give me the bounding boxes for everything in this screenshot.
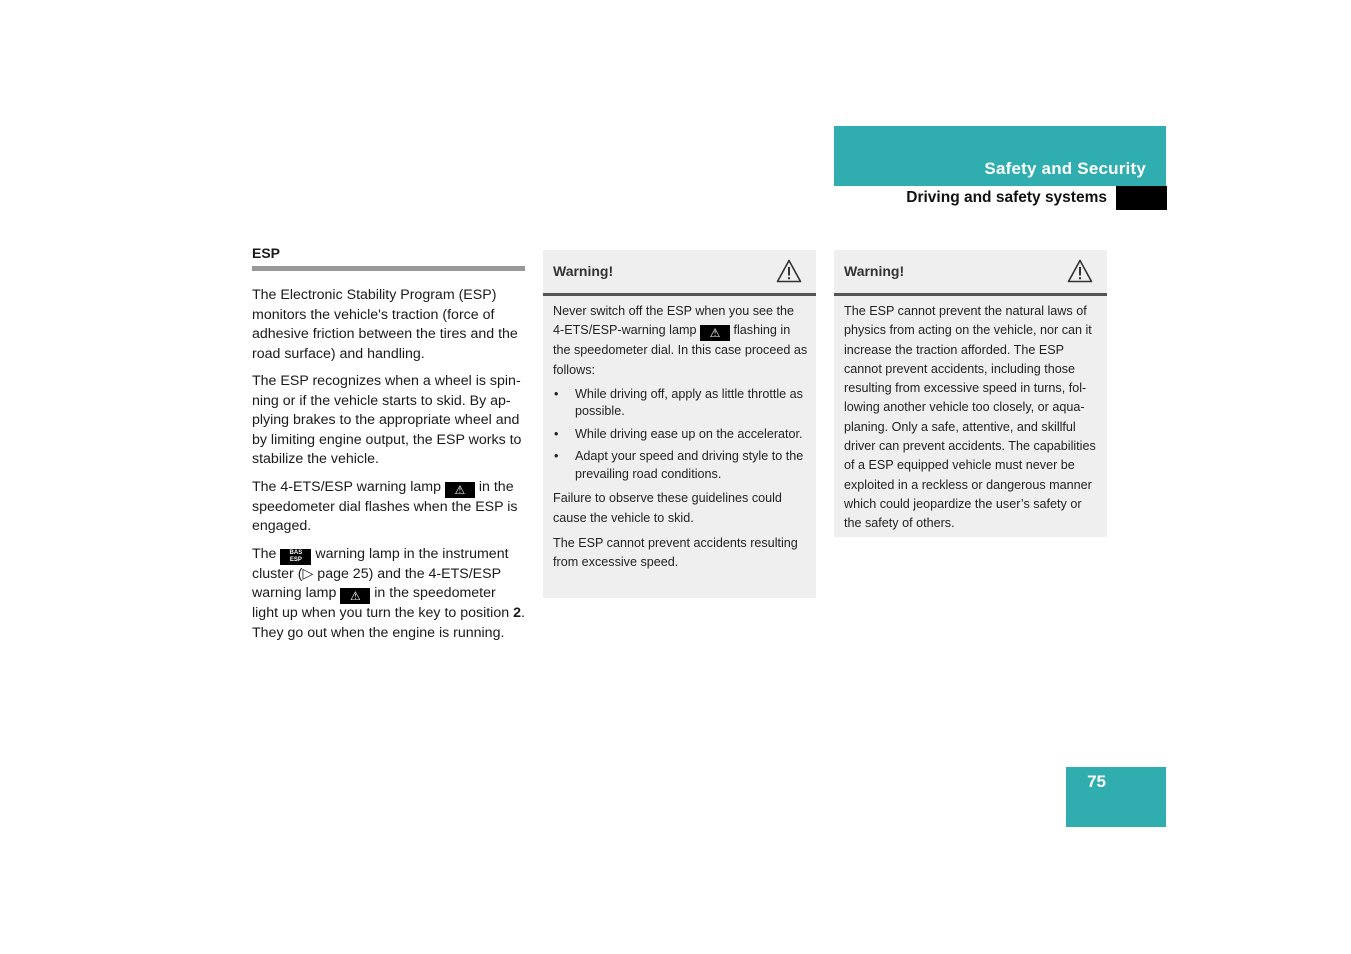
warning-label: Warning! (844, 263, 905, 279)
text-run: The 4-ETS/ESP warning lamp (252, 478, 445, 495)
warning-body (834, 296, 1107, 534)
warning-label: Warning! (553, 263, 614, 279)
warning-paragraph: The ESP cannot prevent the natural laws of physics from acting on the vehicle, nor can it increase the traction afforded. The ESP cannot prevent accidents, including those resulting from excessive speed in turns, following another vehicle too closely, or aquaplaning. Only a safe, attentive, and skillful driver can prevent accidents. The capabilities of a ESP equipped vehicle must never be exploited in a reckless or dangerous manner which could jeopardize the user’s safety or the safety of others. (844, 304, 1096, 531)
text-run: warning lamp in the instrument cluster (▷ page 25) and the 4-ETS/ESP warning lamp (252, 545, 509, 601)
section-tab-marker (1116, 186, 1167, 210)
esp-column (252, 245, 525, 651)
bas-esp-lamp-icon (280, 549, 311, 565)
warning-triangle-icon (776, 259, 802, 283)
warning-body (543, 296, 816, 573)
esp-paragraph-4 (252, 545, 525, 644)
text-run: . They go out when the engine is running. (252, 605, 525, 641)
list-item: • Adapt your speed and driving style to the prevailing road conditions. (553, 448, 808, 483)
warning-header (543, 250, 816, 296)
warning-intro (553, 302, 808, 380)
page-number: 75 (1087, 772, 1106, 791)
esp-paragraph-1: The Electronic Stability Program (ESP) monitors the vehicle's traction (force of adhesive friction between the tires and the road surface) and handling. (252, 287, 518, 362)
header-band (834, 126, 1166, 186)
text-run: flashing in the speedometer dial. In this case proceed as follows: (553, 323, 808, 377)
warning-triangle-icon (1067, 259, 1093, 283)
key-position: 2 (513, 605, 521, 621)
text-run: in the speedometer light up when you turn the key to position (252, 585, 514, 621)
page-number-box (1066, 767, 1166, 827)
warning-paragraph: Failure to observe these guidelines could cause the vehicle to skid. (553, 491, 782, 525)
esp-paragraph-3 (252, 478, 525, 537)
esp-paragraph-2: The ESP recognizes when a wheel is spinning or if the vehicle starts to skid. By applying brakes to the appropriate wheel and by limiting engine output, the ESP works to stabilize the vehicle. (252, 373, 522, 467)
warning-header (834, 250, 1107, 296)
esp-warning-lamp-icon: ⚠ (445, 482, 475, 498)
list-item: • While driving ease up on the accelerator. (553, 426, 808, 444)
text-run: Never switch off the ESP when you see the 4-ETS/ESP-warning lamp (553, 304, 795, 338)
list-item: • While driving off, apply as little throttle as possible. (553, 386, 808, 421)
esp-warning-lamp-icon: ⚠ (340, 588, 370, 604)
section-title: Safety and Security (984, 159, 1146, 178)
heading-rule (252, 266, 525, 271)
warning-box-2 (834, 250, 1107, 537)
esp-warning-lamp-icon: ⚠ (700, 325, 730, 341)
text-run: The (252, 545, 281, 562)
warning-list (553, 386, 808, 484)
subsection-title: Driving and safety systems (906, 189, 1107, 206)
text-run: in the speedometer dial flashes when the ESP is engaged. (252, 478, 518, 534)
esp-heading: ESP (252, 245, 281, 261)
warning-paragraph: The ESP cannot prevent accidents resulting from excessive speed. (553, 535, 798, 570)
warning-box-1 (543, 250, 816, 598)
lamp-text-top: BAS (289, 549, 303, 556)
lamp-text-bottom: ESP (289, 556, 302, 563)
